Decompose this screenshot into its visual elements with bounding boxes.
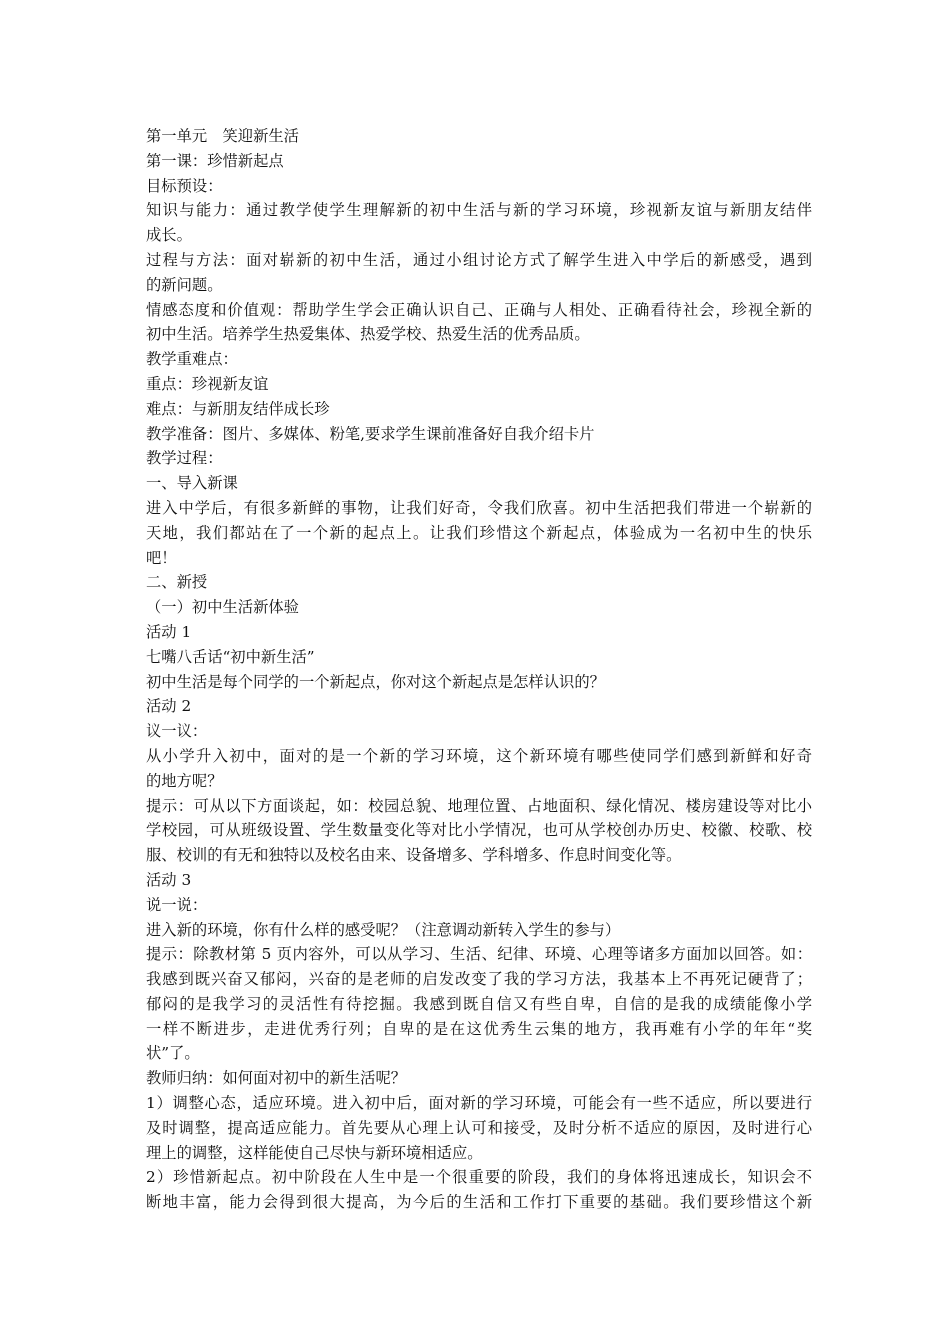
document-body: [146, 124, 812, 1215]
text-line: 提示：除教材第 5 页内容外，可以从学习、生活、纪律、环境、心理等诸多方面加以回答。如：: [146, 945, 812, 964]
text-line: 教学重难点：: [146, 350, 238, 369]
text-line: 第一课：珍惜新起点: [146, 151, 284, 170]
text-line: 说一说：: [146, 895, 208, 914]
text-line: 活动 3: [146, 870, 192, 889]
text-line: 进入新的环境，你有什么样的感受呢？（注意调动新转入学生的参与）: [146, 920, 621, 939]
text-line: 第一单元 笑迎新生活: [146, 127, 299, 145]
text-line: 一、导入新课: [146, 474, 238, 493]
text-line: 初中生活是每个同学的一个新起点，你对这个新起点是怎样认识的？: [146, 672, 605, 691]
text-line: 的新问题。: [146, 275, 223, 294]
text-line: 提示：可从以下方面谈起，如：校园总貌、地理位置、占地面积、绿化情况、楼房建设等对比小: [146, 796, 812, 815]
text-line: 进入中学后，有很多新鲜的事物，让我们好奇，令我们欣喜。初中生活把我们带进一个崭新的: [146, 498, 812, 517]
text-line: 活动 1: [146, 622, 192, 641]
text-line: 知识与能力：通过教学使学生理解新的初中生活与新的学习环境，珍视新友谊与新朋友结伴: [146, 201, 812, 220]
text-line: （一）初中生活新体验: [146, 598, 299, 617]
text-line: 的地方呢？: [146, 771, 223, 790]
text-line: 郁闷的是我学习的灵活性有待挖掘。我感到既自信又有些自卑，自信的是我的成绩能像小学: [146, 994, 812, 1013]
text-line: 情感态度和价值观：帮助学生学会正确认识自己、正确与人相处、正确看待社会，珍视全新的: [146, 300, 812, 319]
text-line: 服、校训的有无和独特以及校名由来、设备增多、学科增多、作息时间变化等。: [146, 846, 682, 865]
text-line: 七嘴八舌话“初中新生活”: [146, 647, 315, 666]
text-line: 过程与方法：面对崭新的初中生活，通过小组讨论方式了解学生进入中学后的新感受，遇到: [146, 250, 812, 269]
text-line: 教学过程：: [146, 449, 223, 468]
text-line: 难点：与新朋友结伴成长珍: [146, 399, 330, 418]
text-line: 教师归纳：如何面对初中的新生活呢？: [146, 1069, 407, 1088]
text-line: 二、新授: [146, 573, 208, 592]
text-line: 教学准备：图片、多媒体、粉笔,要求学生课前准备好自我介绍卡片: [146, 424, 595, 443]
text-line: 1）调整心态，适应环境。进入初中后，面对新的学习环境，可能会有一些不适应，所以要进行: [146, 1094, 812, 1113]
text-line: 活动 2: [146, 697, 192, 716]
text-line: 初中生活。培养学生热爱集体、热爱学校、热爱生活的优秀品质。: [146, 325, 590, 344]
text-line: 断地丰富，能力会得到很大提高，为今后的生活和工作打下重要的基础。我们要珍惜这个新: [146, 1193, 812, 1212]
text-line: 重点：珍视新友谊: [146, 374, 269, 393]
text-line: 理上的调整，这样能使自己尽快与新环境相适应。: [146, 1143, 483, 1162]
text-line: 2）珍惜新起点。初中阶段在人生中是一个很重要的阶段，我们的身体将迅速成长，知识会不: [146, 1168, 812, 1187]
text-line: 天地，我们都站在了一个新的起点上。让我们珍惜这个新起点，体验成为一名初中生的快乐: [146, 523, 812, 542]
text-line: 议一议：: [146, 722, 208, 741]
text-line: 目标预设：: [146, 176, 223, 195]
text-line: 及时调整，提高适应能力。首先要从心理上认可和接受，及时分析不适应的原因，及时进行心: [146, 1118, 812, 1137]
text-line: 我感到既兴奋又郁闷，兴奋的是老师的启发改变了我的学习方法，我基本上不再死记硬背了；: [146, 970, 812, 989]
text-line: 一样不断进步，走进优秀行列；自卑的是在这优秀生云集的地方，我再难有小学的年年“奖: [146, 1019, 812, 1038]
text-line: 吧！: [146, 548, 177, 567]
text-line: 成长。: [146, 226, 192, 245]
text-line: 从小学升入初中，面对的是一个新的学习环境，这个新环境有哪些使同学们感到新鲜和好奇: [146, 746, 812, 765]
text-line: 学校园，可从班级设置、学生数量变化等对比小学情况，也可从学校创办历史、校徽、校歌、校: [146, 821, 812, 840]
text-line: 状”了。: [146, 1044, 200, 1063]
